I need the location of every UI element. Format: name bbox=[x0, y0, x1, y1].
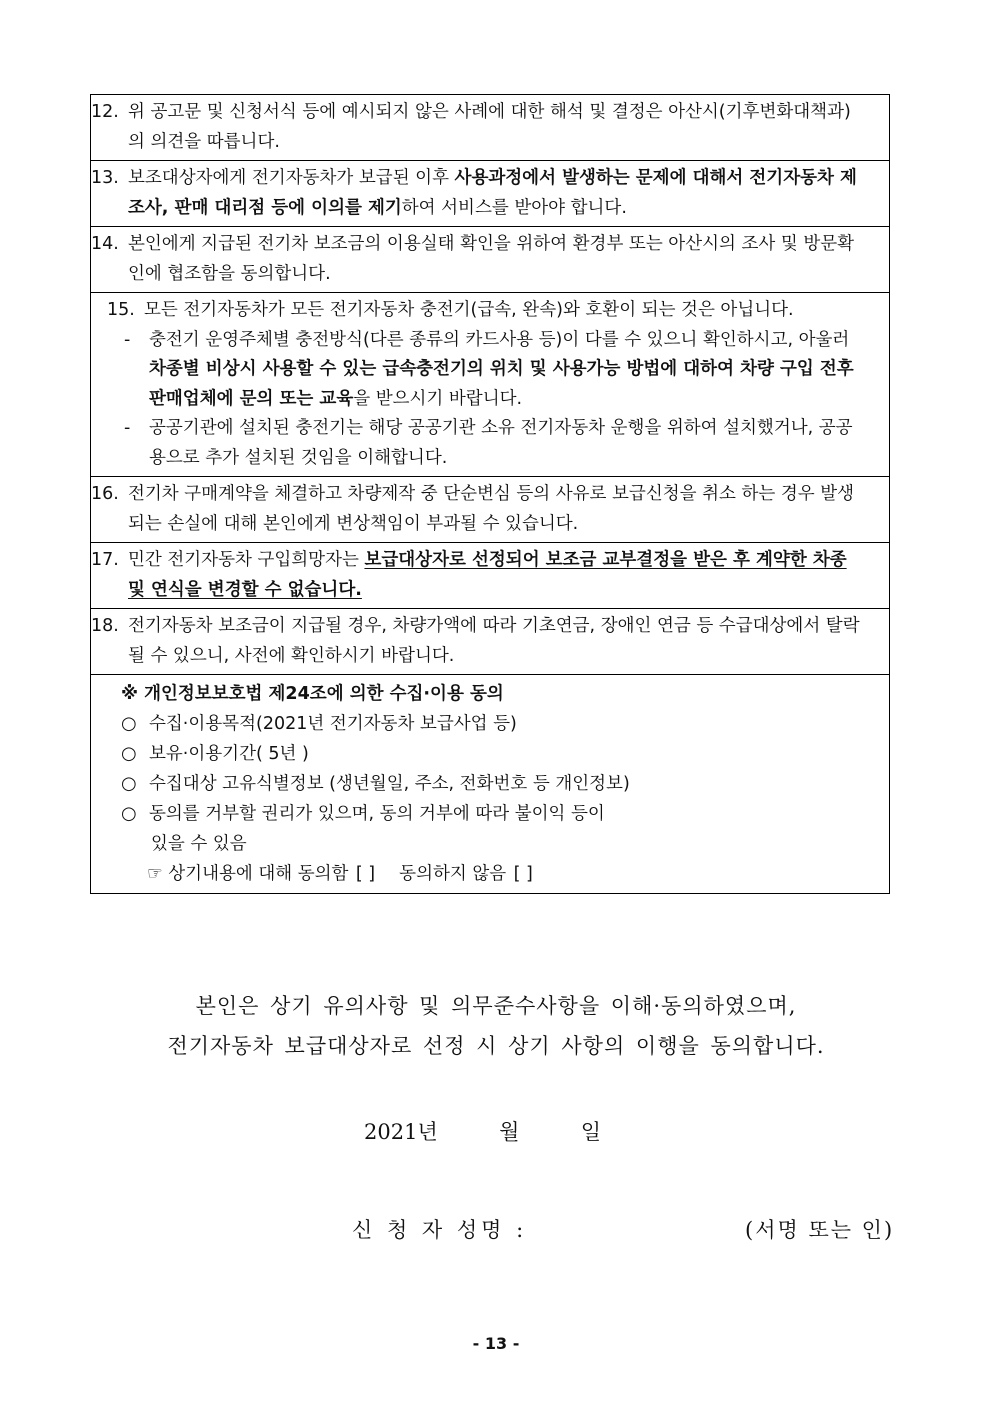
signature-label: 신 청 자 성명 : bbox=[352, 1218, 528, 1242]
item-number: 15. bbox=[107, 300, 135, 320]
consent-line-text: 보유·이용기간( 5년 ) bbox=[149, 744, 309, 764]
consent-retention bbox=[121, 739, 861, 769]
notice-item-16 bbox=[91, 477, 889, 543]
item-number: 13. bbox=[91, 168, 119, 188]
circle-bullet-icon: ○ bbox=[121, 773, 137, 794]
disagree-checkbox[interactable]: [ ] bbox=[513, 864, 533, 884]
item-text: 민간 전기자동차 구입희망자는 bbox=[128, 550, 365, 570]
item-text: 본인에게 지급된 전기차 보조금의 이용실태 확인을 위하여 환경부 또는 아산시의 조사 및 방문확인에 협조함을 동의합니다. bbox=[128, 234, 855, 284]
date-year: 2021년 bbox=[364, 1120, 438, 1144]
item-number: 17. bbox=[91, 550, 119, 570]
consent-refusal-continued: 있을 수 있음 bbox=[151, 834, 247, 854]
agree-checkbox[interactable]: [ ] bbox=[355, 864, 376, 884]
circle-bullet-icon: ○ bbox=[121, 713, 137, 734]
page-number: - 13 - bbox=[472, 1334, 520, 1353]
consent-line-text: 수집대상 고유식별정보 (생년월일, 주소, 전화번호 등 개인정보) bbox=[149, 774, 630, 794]
notice-item-15 bbox=[91, 293, 889, 477]
item-text: 위 공고문 및 신청서식 등에 예시되지 않은 사례에 대한 해석 및 결정은 아산시(기후변화대책과)의 의견을 따릅니다. bbox=[128, 102, 851, 152]
item-sub-1 bbox=[107, 326, 861, 415]
dash-marker: - bbox=[124, 418, 131, 438]
consent-title: ※ 개인정보보호법 제24조에 의한 수집·이용 동의 bbox=[121, 684, 504, 704]
consent-line-text: 수집·이용목적(2021년 전기자동차 보급사업 등) bbox=[149, 714, 517, 734]
item-text: 을 받으시기 바랍니다. bbox=[353, 388, 523, 409]
item-text-bold: 차종별 비상시 사용할 수 있는 급속충전기의 위치 및 사용가능 방법에 대하여 차량 구입 전후 판매업체에 문의 또는 교육 bbox=[149, 359, 854, 409]
item-number: 16. bbox=[91, 484, 119, 504]
item-text-bold-underlined: 보급대상자로 선정되어 보조금 교부결정을 받은 후 계약한 차종 및 연식을 변경할 수 없습니다. bbox=[128, 550, 847, 600]
item-text: 전기차 구매계약을 체결하고 차량제작 중 단순변심 등의 사유로 보급신청을 취소 하는 경우 발생되는 손실에 대해 본인에게 변상책임이 부과될 수 있습니다. bbox=[128, 484, 855, 534]
date-month: 월 bbox=[499, 1120, 520, 1144]
notice-item-13 bbox=[91, 161, 889, 227]
item-text: 공공기관에 설치된 충전기는 해당 공공기관 소유 전기자동차 운행을 위하여 설치했거나, 공공용으로 추가 설치된 것임을 이해합니다. bbox=[149, 418, 853, 468]
disagree-label: 동의하지 않음 bbox=[399, 864, 507, 884]
statement-line-2: 전기자동차 보급대상자로 선정 시 상기 사항의 이행을 동의합니다. bbox=[167, 1034, 825, 1058]
notice-item-17 bbox=[91, 543, 889, 609]
notice-item-12 bbox=[91, 95, 889, 161]
date-day: 일 bbox=[580, 1120, 602, 1144]
item-main bbox=[107, 296, 861, 326]
consent-line-text: 동의를 거부할 권리가 있으며, 동의 거부에 따라 불이익 등이 bbox=[149, 804, 605, 824]
consent-purpose bbox=[121, 709, 861, 739]
item-text: 전기자동차 보조금이 지급될 경우, 차량가액에 따라 기초연금, 장애인 연금 등 수급대상에서 탈락 될 수 있으니, 사전에 확인하시기 바랍니다. bbox=[128, 616, 860, 666]
date-line bbox=[364, 1116, 601, 1146]
consent-identifiers bbox=[121, 769, 861, 799]
item-number: 18. bbox=[91, 616, 119, 636]
circle-bullet-icon: ○ bbox=[121, 743, 137, 764]
consent-refusal-right bbox=[121, 799, 861, 829]
notice-item-14 bbox=[91, 227, 889, 293]
pointing-hand-icon: ☞ bbox=[147, 864, 163, 884]
item-number: 14. bbox=[91, 234, 119, 254]
consent-agreement-row bbox=[121, 859, 861, 889]
item-text: 보조대상자에게 전기자동차가 보급된 이후 bbox=[128, 168, 455, 188]
dash-marker: - bbox=[124, 329, 131, 350]
item-number: 12. bbox=[91, 102, 119, 122]
item-text: 충전기 운영주체별 충전방식(다른 종류의 카드사용 등)이 다를 수 있으니 확인하시고, 아울러 bbox=[149, 329, 850, 350]
item-text: 하여 서비스를 받아야 합니다. bbox=[401, 197, 627, 218]
item-sub-2 bbox=[107, 414, 861, 473]
item-text-bold: 사용과정에서 발생하는 문제에 대해서 전기자동차 제조사, 판매 대리점 등에 이의를 제기 bbox=[128, 168, 857, 218]
agree-label: 상기내용에 대해 동의함 bbox=[168, 864, 349, 884]
notice-table bbox=[90, 94, 890, 894]
circle-bullet-icon: ○ bbox=[121, 803, 137, 824]
item-text: 모든 전기자동차가 모든 전기자동차 충전기(급속, 완속)와 호환이 되는 것은 아닙니다. bbox=[144, 300, 794, 320]
statement-line-1: 본인은 상기 유의사항 및 의무준수사항을 이해·동의하였으며, bbox=[195, 994, 797, 1018]
notice-item-18 bbox=[91, 609, 889, 675]
signature-seal-field[interactable]: (서명 또는 인) bbox=[745, 1218, 895, 1242]
privacy-consent-section bbox=[91, 675, 889, 893]
